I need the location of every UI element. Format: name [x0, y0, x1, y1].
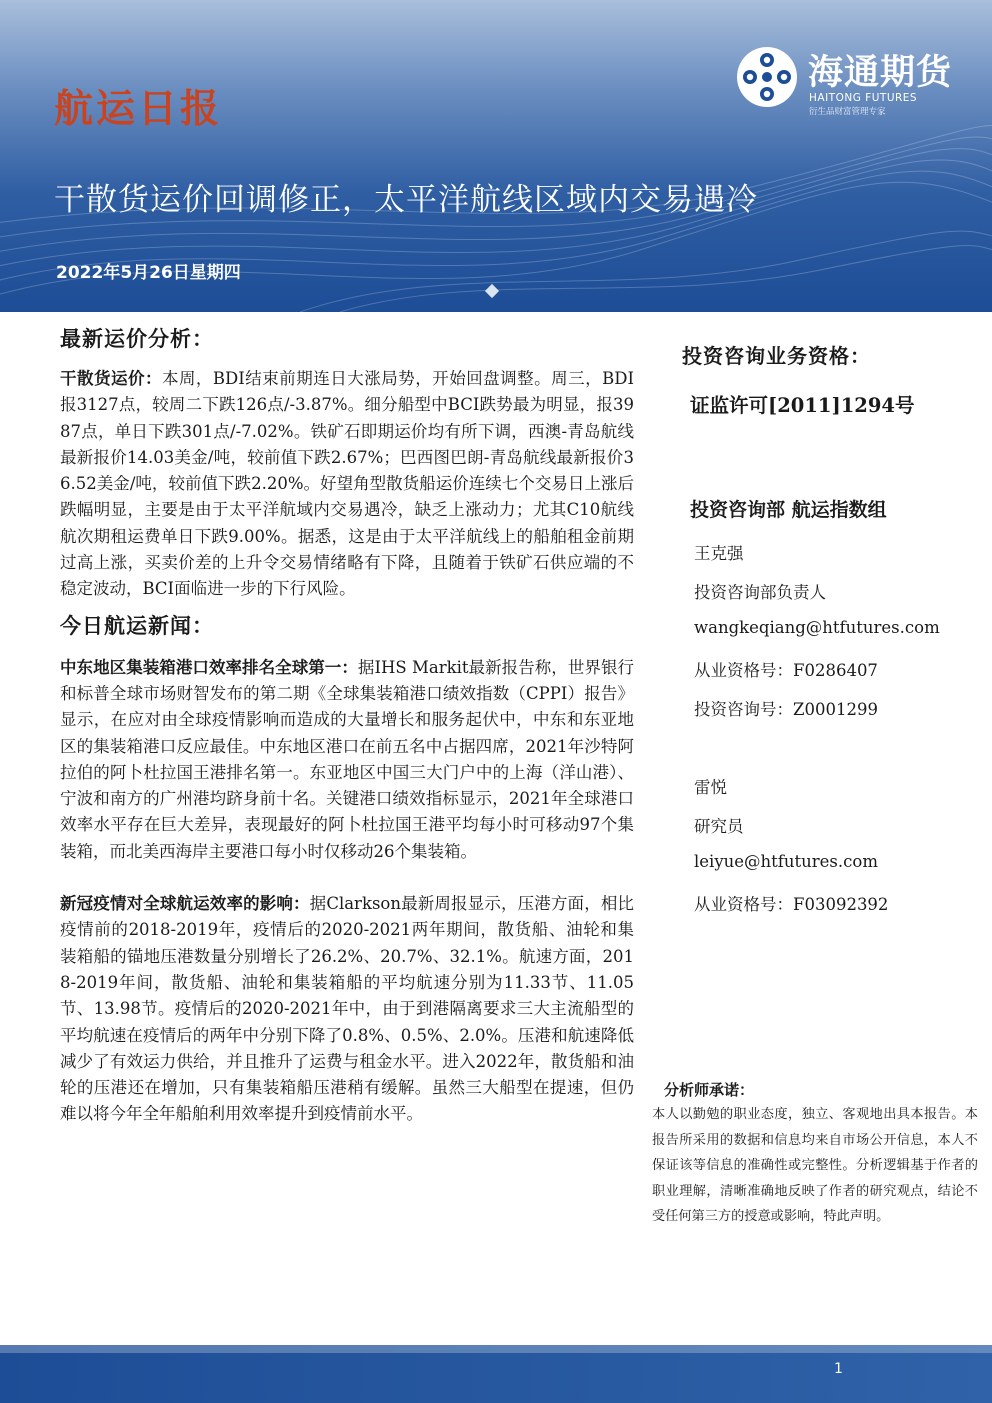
logo-slogan: 衍生品财富管理专家	[809, 107, 886, 117]
paragraph-covid-efficiency	[60, 891, 634, 1128]
footer-stripe	[0, 1345, 992, 1353]
paragraph-text: 据Clarkson最新周报显示，压港方面，相比疫情前的2018-2019年，疫情后的2020-2021两年期间，散货船、油轮和集装箱船的锚地压港数量分别增长了26.2%、20.7%、32.1%。航速方面，2018-2019年间，散货船、油轮和集装箱船的平均航速分别为11.33节、11.05节、13.98节。疫情后的2020-2021年中，由于到港隔离要求三大主流船型的平均航速在疫情后的两年中分别下降了0.8%、0.5%、2.0%。压港和航速降低减少了有效运力供给，并且推升了运费与租金水平。进入2022年，散货船和油轮的压港还在增加，只有集装箱船压港稍有缓解。虽然三大船型在提速，但仍难以将今年全年船舶利用效率提升到疫情前水平。	[60, 894, 634, 1124]
paragraph-lead: 干散货运价：	[60, 369, 162, 388]
paragraph-lead: 中东地区集装箱港口效率排名全球第一：	[60, 657, 358, 677]
section-title-freight-analysis: 最新运价分析：	[60, 326, 214, 351]
analyst-name: 王克强	[694, 544, 744, 563]
report-header	[0, 0, 992, 312]
department-title: 投资咨询部 航运指数组	[690, 499, 887, 521]
paragraph-lead: 新冠疫情对全球航运效率的影响：	[60, 894, 310, 914]
analyst-cert: 从业资格号：F03092392	[694, 895, 889, 914]
analyst-cert: 从业资格号：F0286407	[694, 661, 878, 680]
haitong-logo-mark-icon	[734, 44, 800, 110]
page-number: 1	[834, 1361, 843, 1377]
report-type-title: 航运日报	[54, 86, 223, 132]
paragraph-dry-bulk	[60, 366, 634, 603]
logo-name-en: HAITONG FUTURES	[809, 92, 918, 104]
paragraph-middle-east-ports	[60, 655, 634, 865]
section-title-shipping-news: 今日航运新闻：	[60, 612, 214, 638]
report-headline: 干散货运价回调修正，太平洋航线区域内交易遇冷	[54, 182, 758, 218]
disclaimer-title: 分析师承诺：	[664, 1081, 755, 1099]
report-date: 2022年5月26日星期四	[56, 263, 241, 283]
page-footer	[0, 1345, 992, 1403]
analyst-advisory-number: 投资咨询号：Z0001299	[694, 700, 878, 719]
haitong-futures-logo	[734, 44, 964, 117]
logo-name-cn: 海通期货	[808, 52, 953, 93]
analyst-name: 雷悦	[694, 778, 727, 797]
disclaimer-body: 本人以勤勉的职业态度，独立、客观地出具本报告。本报告所采用的数据和信息均来自市场公开信息，本人不保证该等信息的准确性或完整性。分析逻辑基于作者的职业理解，清晰准确地反映了作者的研究观点，结论不受任何第三方的授意或影响，特此声明。	[652, 1107, 978, 1225]
license-number: 证监许可[2011]1294号	[690, 394, 915, 417]
paragraph-text: 据IHS Markit最新报告称，世界银行和标普全球市场财智发布的第二期《全球集装箱港口绩效指数（CPPI）报告》显示，在应对由全球疫情影响而造成的大量增长和服务起伏中，中东和东亚地区的集装箱港口反应最佳。中东地区港口在前五名中占据四席，2021年沙特阿拉伯的阿卜杜拉国王港排名第一。东亚地区中国三大门户中的上海（洋山港）、宁波和南方的广州港均跻身前十名。关键港口绩效指标显示，2021年全球港口效率水平存在巨大差异，表现最好的阿卜杜拉国王港平均每小时可移动97个集装箱，而北美西海岸主要港口每小时仅移动26个集装箱。	[60, 657, 635, 861]
paragraph-text: 本周，BDI结束前期连日大涨局势，开始回盘调整。周三，BDI报3127点，较周二下跌126点/-3.87%。细分船型中BCI跌势最为明显，报3987点，单日下跌301点/-7.02%。铁矿石即期运价均有所下调，西澳-青岛航线最新报价14.03美金/吨，较前值下跌2.67%；巴西图巴朗-青岛航线最新报价36.52美金/吨，较前值下跌2.20%。好望角型散货船运价连续七个交易日上涨后跌幅明显，主要是由于太平洋航域内交易遇冷，缺乏上涨动力；尤其C10航线航次期租运费单日下跌9.00%。据悉，这是由于太平洋航线上的船舶租金前期过高上涨，买卖价差的上升令交易情绪略有下降，且随着于铁矿石供应端的不稳定波动，BCI面临进一步的下行风险。	[60, 369, 634, 599]
analyst-title: 投资咨询部负责人	[694, 583, 826, 602]
main-content	[60, 322, 634, 1128]
analyst-disclaimer	[652, 1078, 978, 1230]
analyst-email[interactable]: leiyue@htfutures.com	[694, 852, 878, 871]
analyst-email[interactable]: wangkeqiang@htfutures.com	[694, 618, 940, 637]
analyst-title: 研究员	[694, 817, 744, 836]
qualification-title: 投资咨询业务资格：	[682, 344, 871, 368]
